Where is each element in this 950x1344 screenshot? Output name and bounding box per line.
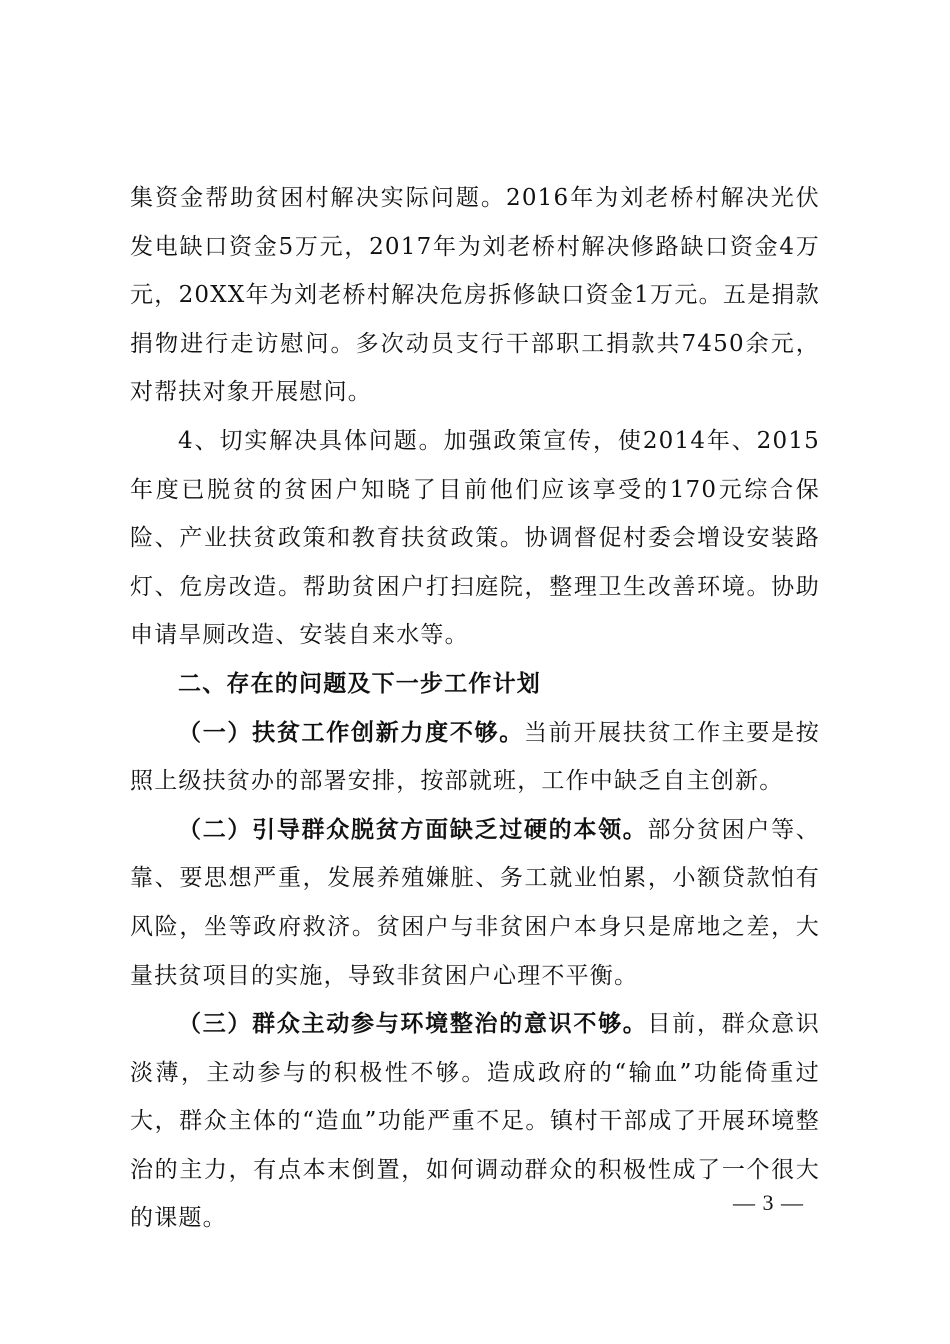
paragraph-text: 当前开展扶贫工作主要是按照上级扶贫办的部署安排，按部就班，工作中缺乏自主创新。	[130, 719, 820, 795]
paragraph-text: 集资金帮助贫困村解决实际问题。2016年为刘老桥村解决光伏发电缺口资金5万元，2017年为刘老桥村解决修路缺口资金4万元，20XX年为刘老桥村解决危房拆修缺口资金1万元。五是捐款捐物进行走访慰问。多次动员支行干部职工捐款共7450余元，对帮扶对象开展慰问。	[130, 185, 820, 406]
paragraph-problem-3	[130, 1000, 820, 1243]
document-body	[130, 174, 820, 1243]
paragraph-problem-1	[130, 709, 820, 806]
paragraph-text: 部分贫困户等、靠、要思想严重，发展养殖嫌脏、务工就业怕累，小额贷款怕有风险，坐等政府救济。贫困户与非贫困户本身只是席地之差，大量扶贫项目的实施，导致非贫困户心理不平衡。	[130, 816, 820, 989]
paragraph-lead: （二）引导群众脱贫方面缺乏过硬的本领。	[178, 815, 648, 843]
paragraph-lead: （一）扶贫工作创新力度不够。	[178, 718, 524, 746]
section-heading-problems	[130, 660, 820, 709]
paragraph-text: 目前，群众意识淡薄，主动参与的积极性不够。造成政府的“输血”功能倚重过大，群众主体的“造血”功能严重不足。镇村干部成了开展环境整治的主力，有点本末倒置，如何调动群众的积极性成了一个很大的课题。	[130, 1011, 820, 1232]
paragraph-solve-problems	[130, 417, 820, 660]
paragraph-lead: （三）群众主动参与环境整治的意识不够。	[178, 1010, 648, 1038]
paragraph-problem-2	[130, 806, 820, 1000]
heading-text: 二、存在的问题及下一步工作计划	[178, 670, 541, 697]
page-number: — 3 —	[733, 1190, 804, 1215]
paragraph-fund-help	[130, 174, 820, 417]
paragraph-text: 4、切实解决具体问题。加强政策宣传，使2014年、2015年度已脱贫的贫困户知晓了目前他们应该享受的170元综合保险、产业扶贫政策和教育扶贫政策。协调督促村委会增设安装路灯、危房改造。帮助贫困户打扫庭院，整理卫生改善环境。协助申请旱厕改造、安装自来水等。	[130, 427, 820, 649]
